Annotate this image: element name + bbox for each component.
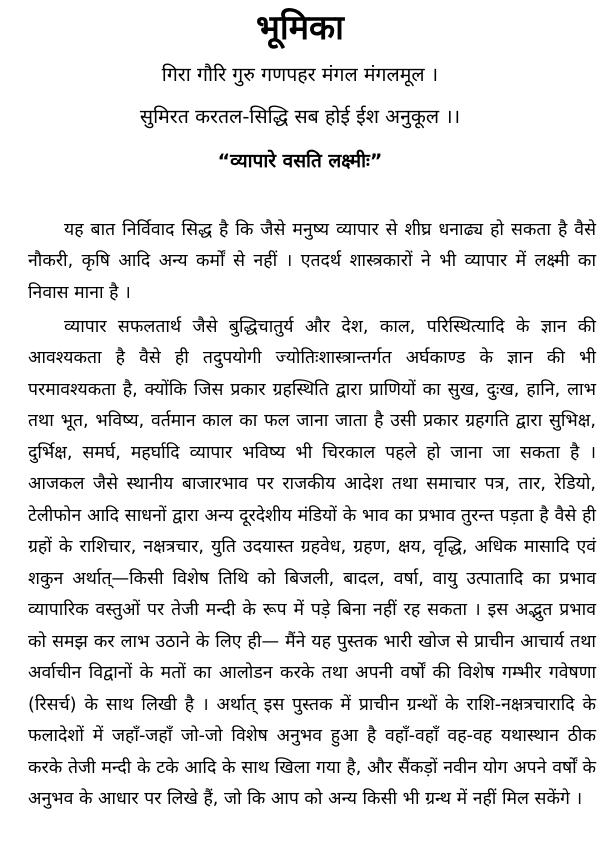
page-title: भूमिका — [256, 8, 344, 48]
subheading-quote: “व्यापारे वसति लक्ष्मीः” — [217, 150, 383, 172]
paragraph-2: व्यापार सफलतार्थ जैसे बुद्धिचातुर्य और देश, काल, परिस्थित्यादि के ज्ञान की आवश्यकता है वैसे ही तदुपयोगी ज्योतिःशास्त्रान्तर्गत अर्घकाण्ड के ज्ञान की भी परमावश्यकता है, क्योंकि जिस प्रकार ग्रहस्थिति द्वारा प्राणियों का सुख, दुःख, हानि, लाभ तथा भूत, भविष्य, वर्तमान काल का फल जाना जाता है उसी प्रकार ग्रहगति द्वारा सुभिक्ष, दुर्भिक्ष, समर्घ, महर्घादि व्यापार भविष्य भी चिरकाल पहले हो जाना जा सकता है । आजकल जैसे स्थानीय बाजारभाव पर राजकीय आदेश तथा समाचार पत्र, तार, रेडियो, टेलीफोन आदि साधनों द्वारा अन्य दूरदेशीय मंडियों के भाव का प्रभाव तुरन्त पड़ता है वैसे ही ग्रहों के राशिचार, नक्षत्रचार, युति उदयास्त ग्रहवेध, ग्रहण, क्षय, वृद्धि, अधिक मासादि एवं शकुन अर्थात्—किसी विशेष तिथि को बिजली, बादल, वर्षा, वायु उत्पातादि का प्रभाव व्यापारिक वस्तुओं पर तेजी मन्दी के रूप में पड़े बिना नहीं रह सकता । इस अद्भुत प्रभाव को समझ कर लाभ उठाने के लिए ही— मैंने यह पुस्तक भारी खोज से प्राचीन आचार्य तथा अर्वाचीन विद्वानों के मतों का आलोडन करके तथा अपनी वर्षों की विशेष गम्भीर गवेषणा (रिसर्च) के साथ लिखी है । अर्थात् इस पुस्तक में प्राचीन ग्रन्थों के राशि-नक्षत्रचारादि के फलादेशों में जहाँ-जहाँ जो-जो विशेष अनुभव हुआ है वहाँ-वहाँ वह-वह यथास्थान ठीक करके तेजी मन्दी के टके आदि के साथ खिला गया है, और सैंकड़ों नवीन योग अपने वर्षों के अनुभव के आधार पर लिखे हैं, जो कि आप को अन्य किसी भी ग्रन्थ में नहीं मिल सकेंगे । — [28, 316, 596, 810]
verse-line-2: सुमिरत करतल-सिद्धि सब होई ईश अनुकूल ।। — [139, 105, 461, 128]
paragraph-1: यह बात निर्विवाद सिद्ध है कि जैसे मनुष्य व्यापार से शीघ्र धनाढ्य हो सकता है वैसे नौकरी, कृषि आदि अन्य कर्मों से नहीं । एतदर्थ शास्त्रकारों ने भी व्यापार में लक्ष्मी का निवास माना है । — [28, 219, 596, 303]
verse-line-1: गिरा गौरि गुरु गणपहर मंगल मंगलमूल । — [161, 63, 439, 86]
